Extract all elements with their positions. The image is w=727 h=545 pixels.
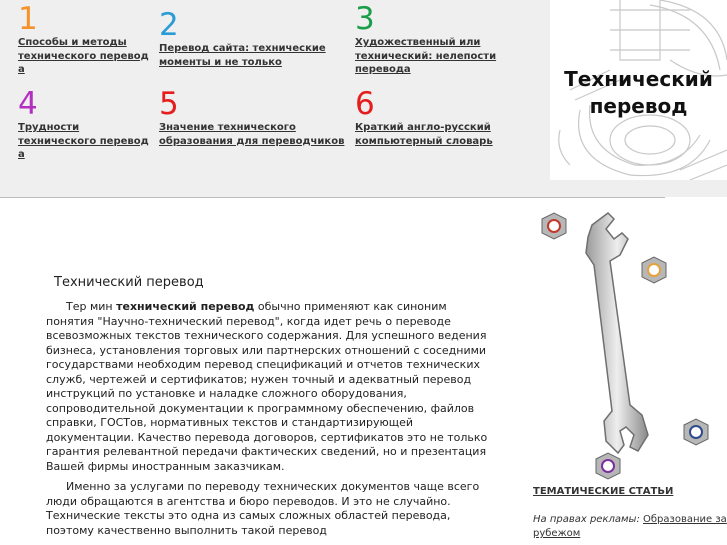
paragraph-text: Тер мин — [66, 300, 117, 313]
article-body — [46, 300, 488, 538]
nav-item-3[interactable] — [355, 2, 505, 77]
article-title: Технический перевод — [54, 275, 204, 290]
paragraph-text: обычно применяют как синоним понятия "Научно-технический перевод", когда идет речь о переводе всевозможных текстов технического содержания. Для успешного ведения бизнеса, установления торговых или партнерских отношений с соседними государствами необходим перевод спецификаций и отчетов технических служб, чертежей и сертификатов; нужен точный и адекватный перевод инструкций по установке и наладке сложного оборудования, сопроводительной документации к программному обеспечению, файлов справки, ГОСТов, нормативных текстов и стандартизирующей документации. Качество перевода договоров, сертификатов это не только гарантия релевантной передачи фактических сведений, но и презентация Вашей фирмы иностранным заказчикам. — [46, 300, 488, 473]
nut-icon — [542, 213, 566, 239]
ad-block — [533, 513, 727, 541]
thematic-articles-link[interactable]: ТЕМАТИЧЕСКИЕ СТАТЬИ — [533, 486, 674, 497]
nav-link[interactable]: Трудности технического перевод а — [18, 122, 149, 160]
nut-icon — [642, 257, 666, 283]
logo-title: Технический перевод — [564, 67, 713, 118]
ad-link[interactable]: Образование за рубежом — [533, 514, 727, 539]
nav-link[interactable]: Способы и методы технического перевод а — [18, 37, 149, 75]
wrench-illustration — [530, 205, 727, 490]
ad-prefix: На правах рекламы: — [533, 514, 644, 525]
article-paragraph: Именно за услугами по переводу технических документов чаще всего люди обращаются в агентства и бюро переводов. И это не случайно. Технические тексты это одна из самых сложных областей перевода, поэтому качественно выполнить такой перевод — [46, 480, 480, 537]
nut-icon — [684, 419, 708, 445]
term-highlight: технический перевод — [116, 300, 255, 313]
header-divider — [0, 197, 665, 198]
nav-link[interactable]: Художественный или технический: нелепости перевода — [355, 37, 497, 75]
nav-number: 2 — [159, 7, 179, 43]
site-logo[interactable] — [550, 0, 727, 180]
nav-link[interactable]: Значение технического образования для переводчиков — [159, 122, 345, 147]
nav-item-1[interactable] — [18, 2, 156, 77]
nav-link[interactable]: Краткий англо-русский компьютерный словарь — [355, 122, 493, 147]
article-paragraph — [46, 300, 488, 474]
nav-item-5[interactable] — [159, 87, 354, 148]
nut-icon — [596, 453, 620, 479]
nav-number: 5 — [159, 86, 179, 122]
nav-item-4[interactable] — [18, 87, 156, 162]
nav-link[interactable]: Перевод сайта: технические моменты и не только — [159, 43, 326, 68]
nav-item-6[interactable] — [355, 87, 505, 148]
nav-number: 1 — [18, 1, 38, 37]
nav-number: 4 — [18, 86, 38, 122]
nav-item-2[interactable] — [159, 8, 334, 69]
nav-number: 6 — [355, 86, 375, 122]
nav-number: 3 — [355, 1, 375, 37]
